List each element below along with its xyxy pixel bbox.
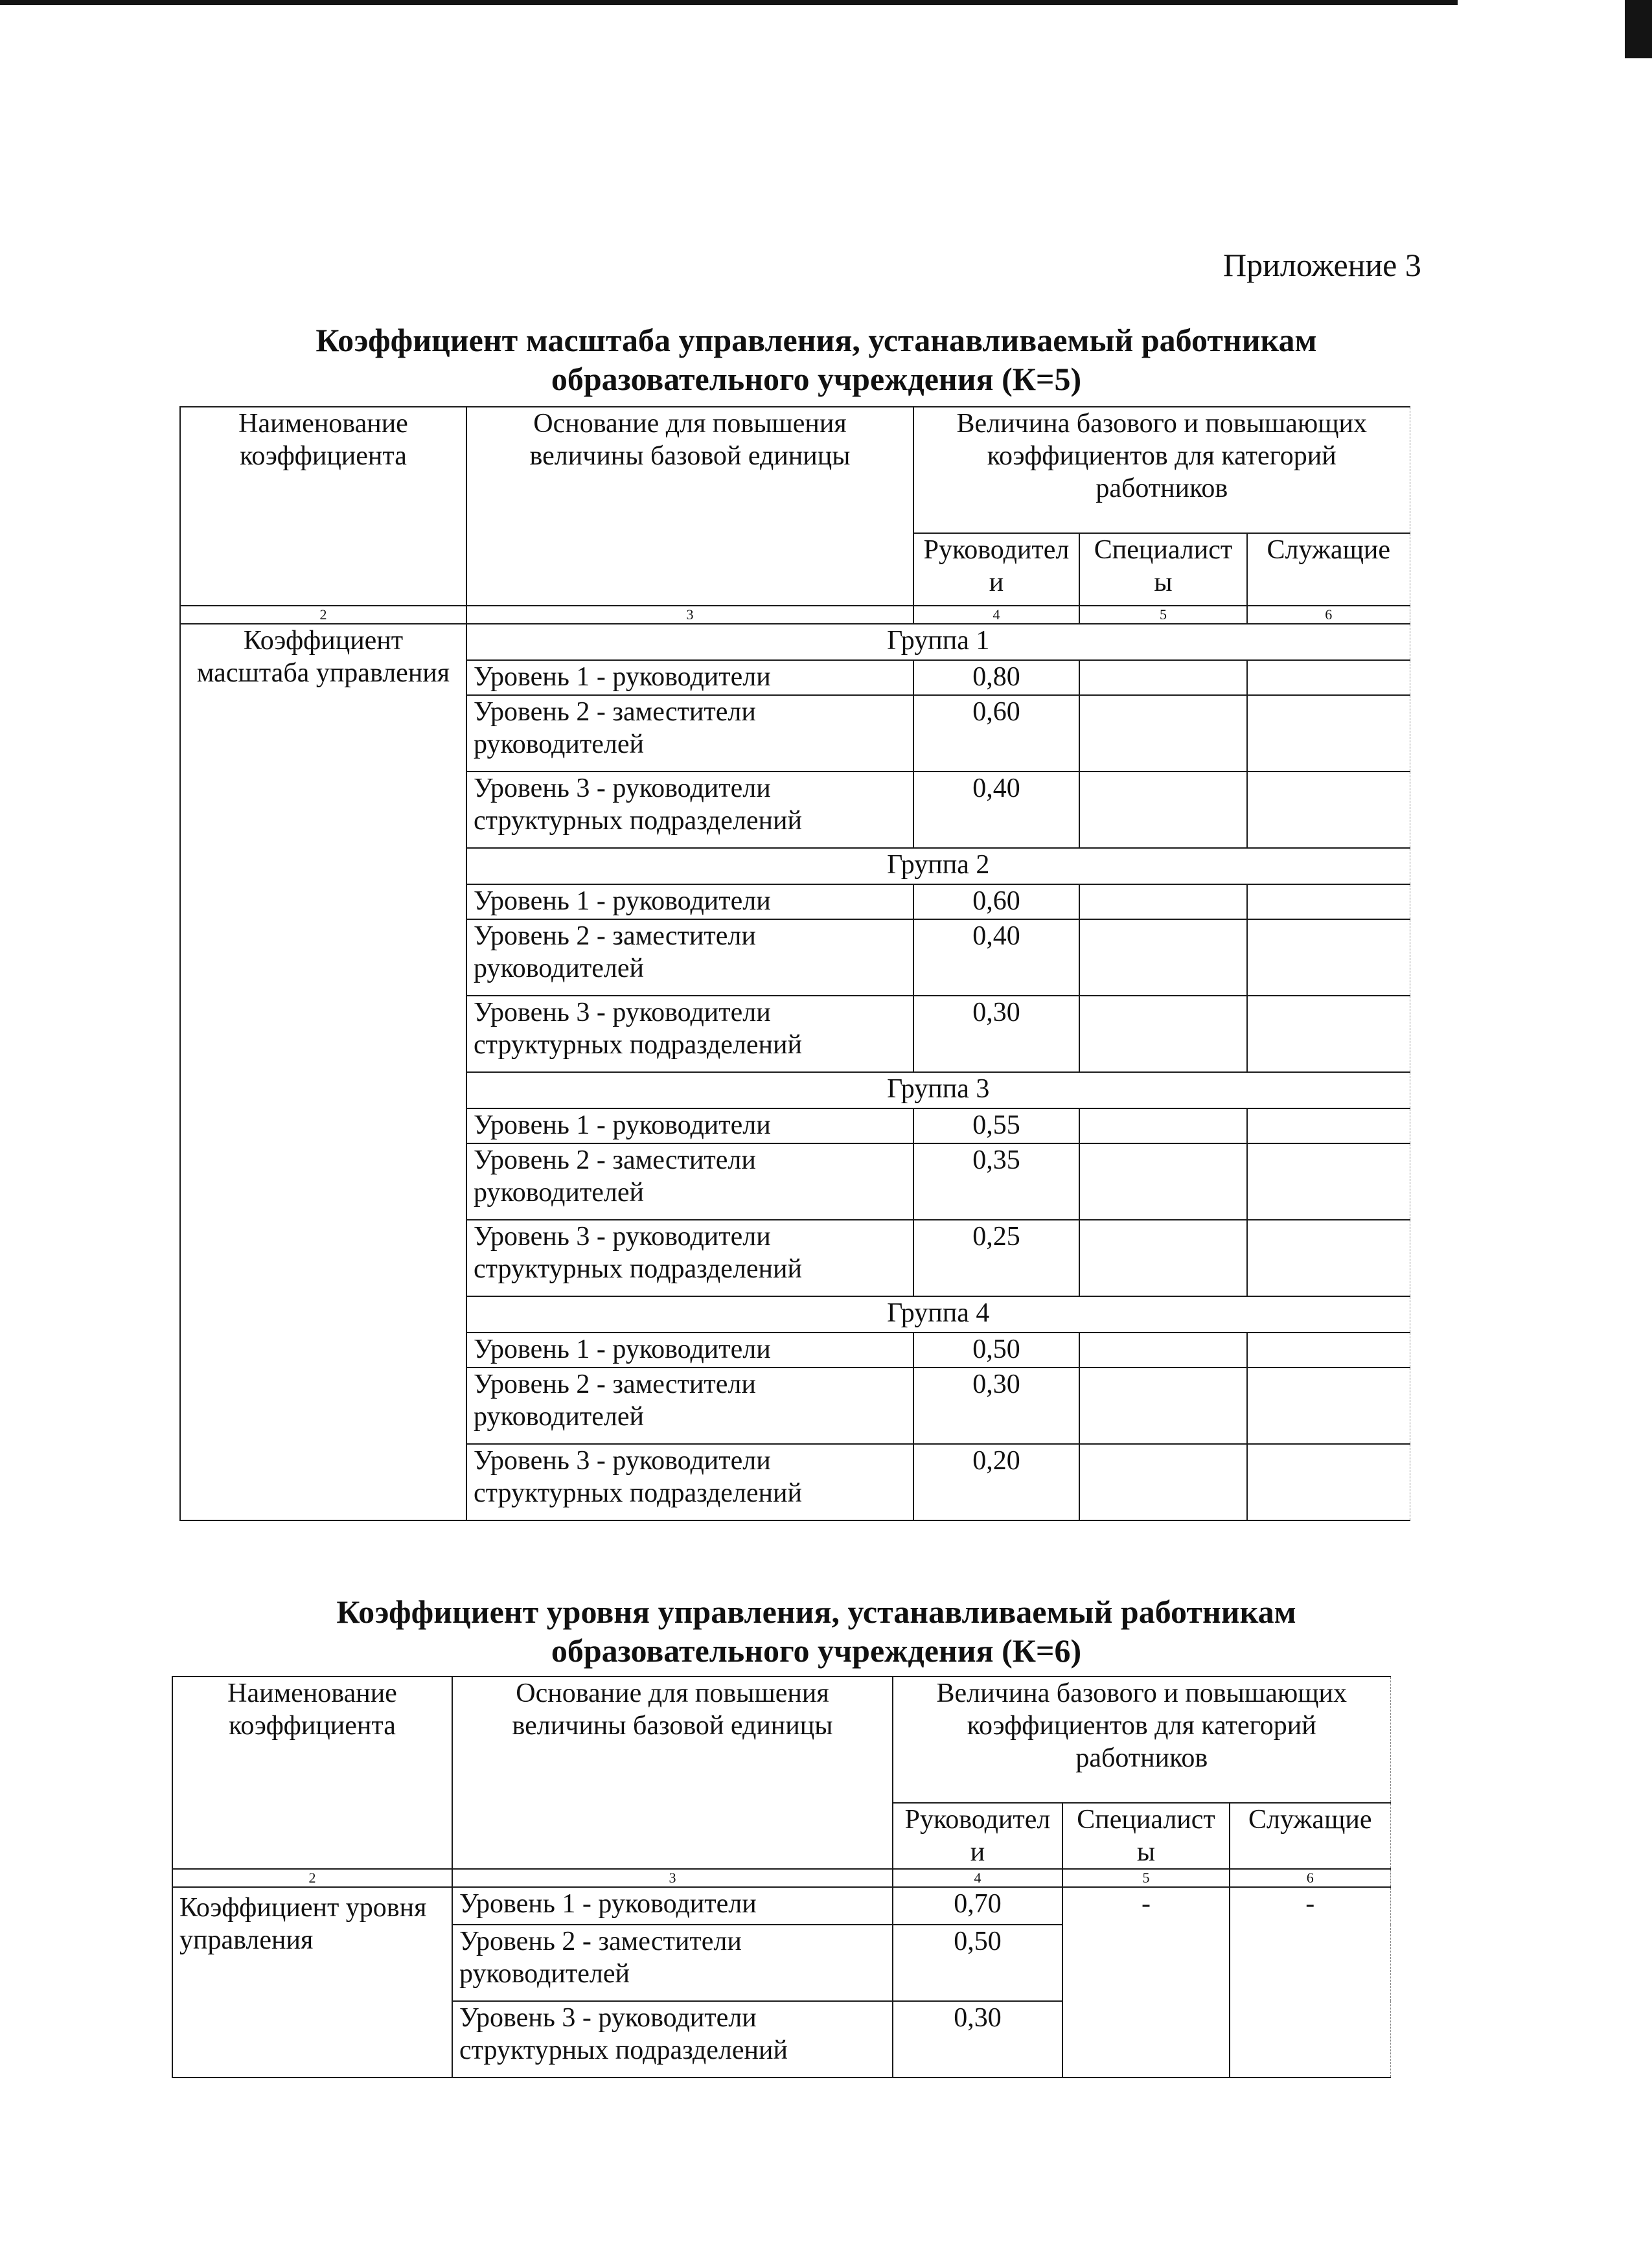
level-basis: Уровень 1 - руководители [466,1108,913,1143]
level-managers-value: 0,50 [893,1925,1062,2001]
specialists-value: - [1062,1887,1230,2078]
table2-title-line1: Коэффициент уровня управления, устанавливаемый работникам [336,1594,1296,1630]
level-basis: Уровень 2 - заместители руководителей [466,695,913,772]
col-number: 4 [913,606,1079,624]
scan-top-edge [0,0,1458,5]
level-managers-value: 0,25 [913,1220,1079,1296]
col-number: 4 [893,1869,1062,1887]
table1-title [194,321,1438,398]
table2-col-numbers-row [172,1869,1390,1887]
col-number: 3 [466,606,913,624]
header-employees-cell: Служащие [1247,533,1410,606]
col-number: 6 [1230,1869,1390,1887]
level-basis: Уровень 1 - руководители [466,660,913,695]
level-row [172,1887,1390,1925]
scan-right-edge [1625,0,1652,58]
level-employees-cell [1247,772,1410,848]
level-specialists-cell [1079,1220,1247,1296]
level-basis: Уровень 2 - заместители руководителей [452,1925,893,2001]
header-value-cell: Величина базового и повышающих коэффициентов для категорий работников [913,407,1410,533]
level-managers-value: 0,50 [913,1333,1079,1368]
level-employees-cell [1247,919,1410,996]
level-specialists-cell [1079,1143,1247,1220]
table1 [179,406,1410,1521]
level-basis: Уровень 1 - руководители [452,1887,893,1925]
level-basis: Уровень 3 - руководители структурных подразделений [466,1444,913,1520]
level-managers-value: 0,40 [913,919,1079,996]
header-value-cell: Величина базового и повышающих коэффициентов для категорий работников [893,1677,1390,1803]
table2-title-line2: образовательного учреждения (К=6) [551,1632,1082,1669]
level-basis: Уровень 3 - руководители структурных подразделений [466,1220,913,1296]
level-employees-cell [1247,1108,1410,1143]
level-basis: Уровень 2 - заместители руководителей [466,919,913,996]
group-label: Группа 4 [466,1296,1410,1333]
table1-col-numbers-row [180,606,1410,624]
col-number: 2 [180,606,466,624]
level-specialists-cell [1079,919,1247,996]
group-row [180,624,1410,660]
appendix-label: Приложение 3 [1223,247,1421,283]
level-managers-value: 0,30 [913,996,1079,1072]
col-number: 6 [1247,606,1410,624]
col-number: 2 [172,1869,452,1887]
header-basis-cell: Основание для повышения величины базовой единицы [466,407,913,606]
level-managers-value: 0,40 [913,772,1079,848]
level-managers-value: 0,60 [913,695,1079,772]
table2-header-row [172,1677,1390,1803]
group-label: Группа 1 [466,624,1410,660]
level-specialists-cell [1079,772,1247,848]
table1-title-line2: образовательного учреждения (К=5) [551,361,1082,397]
level-specialists-cell [1079,1108,1247,1143]
header-name-cell: Наименование коэффициента [172,1677,452,1869]
level-basis: Уровень 2 - заместители руководителей [466,1143,913,1220]
level-employees-cell [1247,695,1410,772]
header-specialists-cell: Специалисты [1079,533,1247,606]
level-specialists-cell [1079,695,1247,772]
level-managers-value: 0,80 [913,660,1079,695]
header-managers-cell: Руководители [913,533,1079,606]
level-basis: Уровень 3 - руководители структурных подразделений [466,996,913,1072]
level-managers-value: 0,30 [893,2001,1062,2078]
level-specialists-cell [1079,1444,1247,1520]
table2-title [194,1592,1438,1670]
header-specialists-cell: Специалисты [1062,1803,1230,1869]
level-managers-value: 0,55 [913,1108,1079,1143]
level-managers-value: 0,35 [913,1143,1079,1220]
col-number: 5 [1062,1869,1230,1887]
level-specialists-cell [1079,660,1247,695]
level-basis: Уровень 1 - руководители [466,884,913,919]
group-label: Группа 2 [466,848,1410,884]
row-name-cell: Коэффициент масштаба управления [180,624,466,1520]
header-basis-cell: Основание для повышения величины базовой единицы [452,1677,893,1869]
level-employees-cell [1247,1143,1410,1220]
level-employees-cell [1247,1444,1410,1520]
header-name-cell: Наименование коэффициента [180,407,466,606]
table2 [172,1676,1391,2078]
level-managers-value: 0,30 [913,1368,1079,1444]
level-specialists-cell [1079,884,1247,919]
level-managers-value: 0,20 [913,1444,1079,1520]
col-number: 5 [1079,606,1247,624]
employees-value: - [1230,1887,1390,2078]
level-employees-cell [1247,1333,1410,1368]
group-label: Группа 3 [466,1072,1410,1108]
level-managers-value: 0,60 [913,884,1079,919]
table1-header-row [180,407,1410,533]
header-employees-cell: Служащие [1230,1803,1390,1869]
header-managers-cell: Руководители [893,1803,1062,1869]
level-basis: Уровень 1 - руководители [466,1333,913,1368]
row-name-cell: Коэффициент уровня управления [172,1887,452,2078]
table1-title-line1: Коэффициент масштаба управления, устанавливаемый работникам [315,322,1317,358]
level-specialists-cell [1079,996,1247,1072]
level-employees-cell [1247,996,1410,1072]
level-managers-value: 0,70 [893,1887,1062,1925]
level-employees-cell [1247,660,1410,695]
level-specialists-cell [1079,1368,1247,1444]
col-number: 3 [452,1869,893,1887]
level-basis: Уровень 3 - руководители структурных подразделений [452,2001,893,2078]
level-employees-cell [1247,884,1410,919]
level-basis: Уровень 2 - заместители руководителей [466,1368,913,1444]
level-employees-cell [1247,1220,1410,1296]
level-employees-cell [1247,1368,1410,1444]
level-basis: Уровень 3 - руководители структурных подразделений [466,772,913,848]
level-specialists-cell [1079,1333,1247,1368]
